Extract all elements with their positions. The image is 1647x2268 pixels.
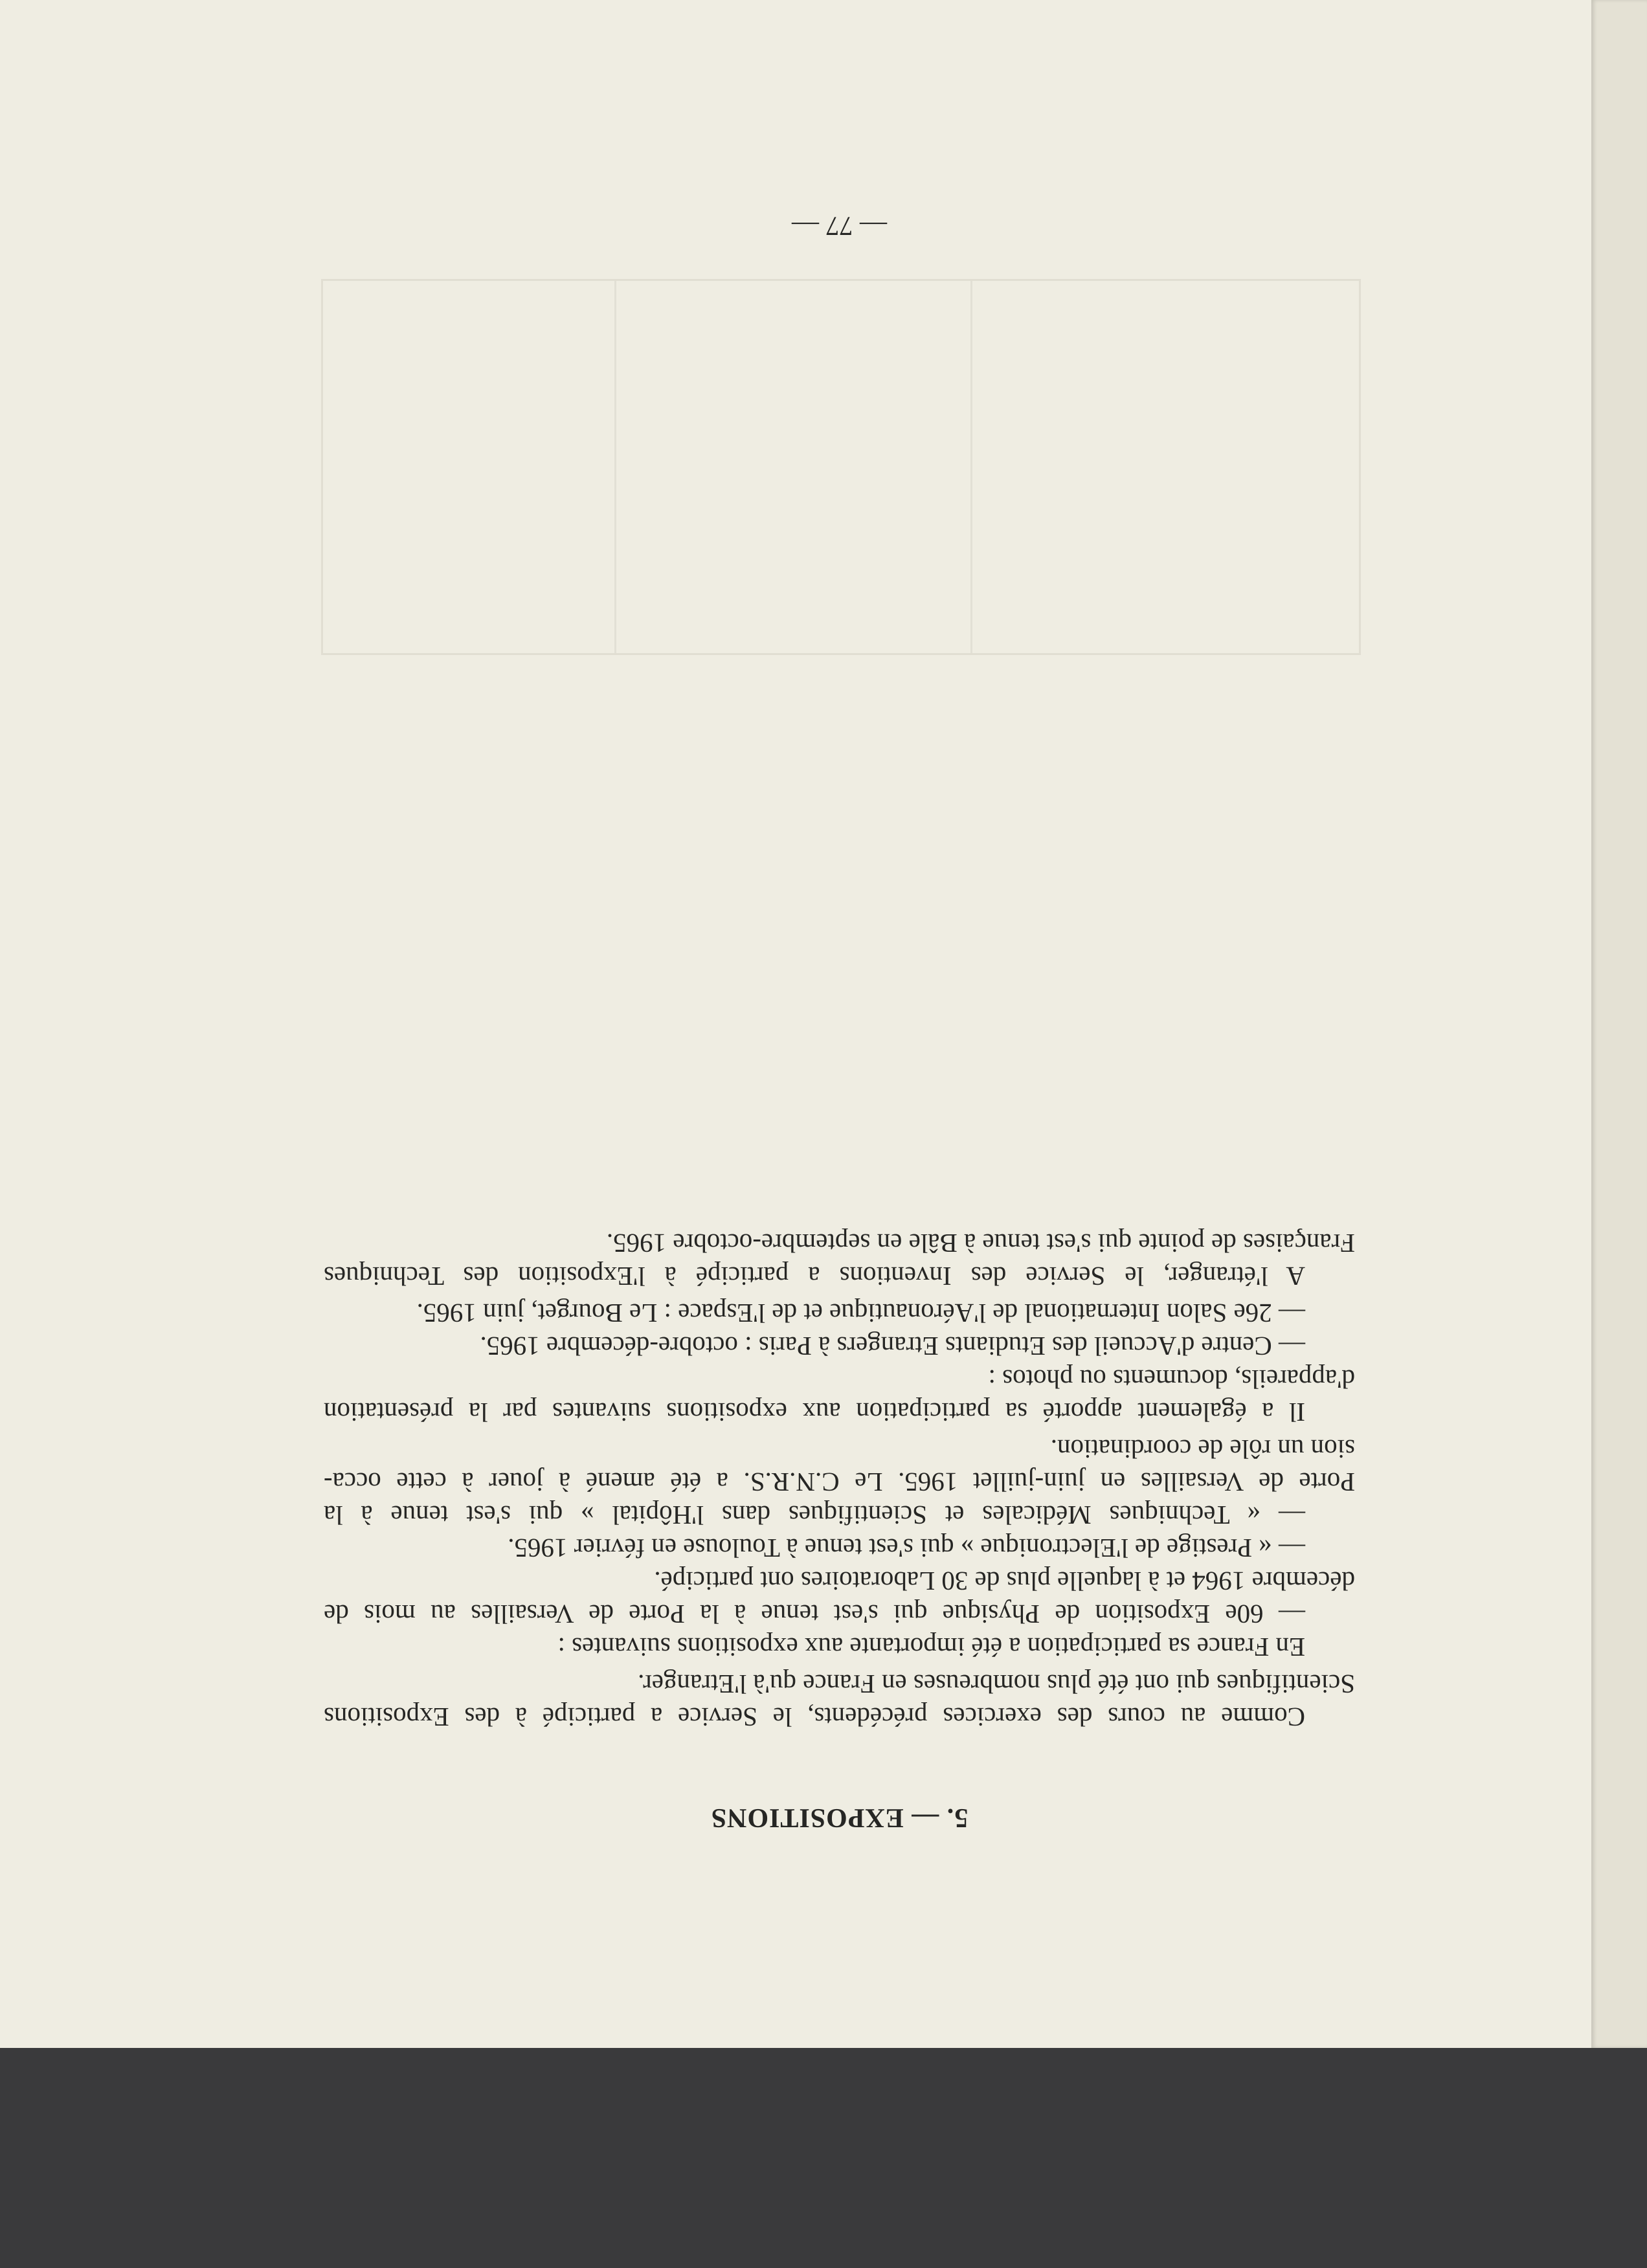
text-line: En France sa participation a été importante aux expositions suivantes : [557,1632,1305,1662]
text-line: — « Techniques Médicales et Scientifiques dans l'Hôpital » qui s'est tenue à la [324,1500,1305,1530]
text-line: Scientifiques qui ont été plus nombreuses en France qu'à l'Etranger. [638,1669,1355,1699]
paragraph [324,1667,1355,1733]
text-line: — Centre d'Accueil des Etudiants Etrangers à Paris : octobre-décembre 1965. [480,1331,1305,1361]
text-line: sion un rôle de coordination. [1050,1434,1355,1464]
paragraph [324,1296,1355,1429]
text-line: Comme au cours des exercices précédents, le Service a participé à des Expositions [324,1702,1305,1732]
text-line: — « Prestige de l'Electronique » qui s'est tenue à Toulouse en février 1965. [508,1533,1305,1563]
paragraph [324,1227,1355,1293]
paragraph [324,1432,1355,1663]
text-line: Françaises de pointe qui s'est tenue à Bâle en septembre-octobre 1965. [606,1228,1355,1258]
text-line: Il a également apporté sa participation aux expositions suivantes par la présentation [324,1397,1305,1427]
text-line: d'appareils, documents ou photos : [988,1364,1355,1394]
text-line: A l'étranger, le Service des Inventions a participé à l'Exposition des Techniques [324,1262,1305,1291]
text-line: décembre 1964 et à laquelle plus de 30 Laboratoires ont participé. [654,1566,1355,1596]
page-edge [1591,0,1647,2048]
text-line: — 60e Exposition de Physique qui s'est tenue à la Porte de Versailles au mois de [324,1599,1305,1629]
section-heading: 5. — EXPOSITIONS [710,1803,969,1832]
page-number: — 77 — [792,210,887,240]
page-body [324,1227,1355,1737]
text-line: — 26e Salon International de l'Aéronautique et de l'Espace : Le Bourget, juin 1965. [416,1298,1305,1328]
text-line: Porte de Versailles en juin-juillet 1965. Le C.N.R.S. a été amené à jouer à cette occa- [324,1467,1355,1497]
